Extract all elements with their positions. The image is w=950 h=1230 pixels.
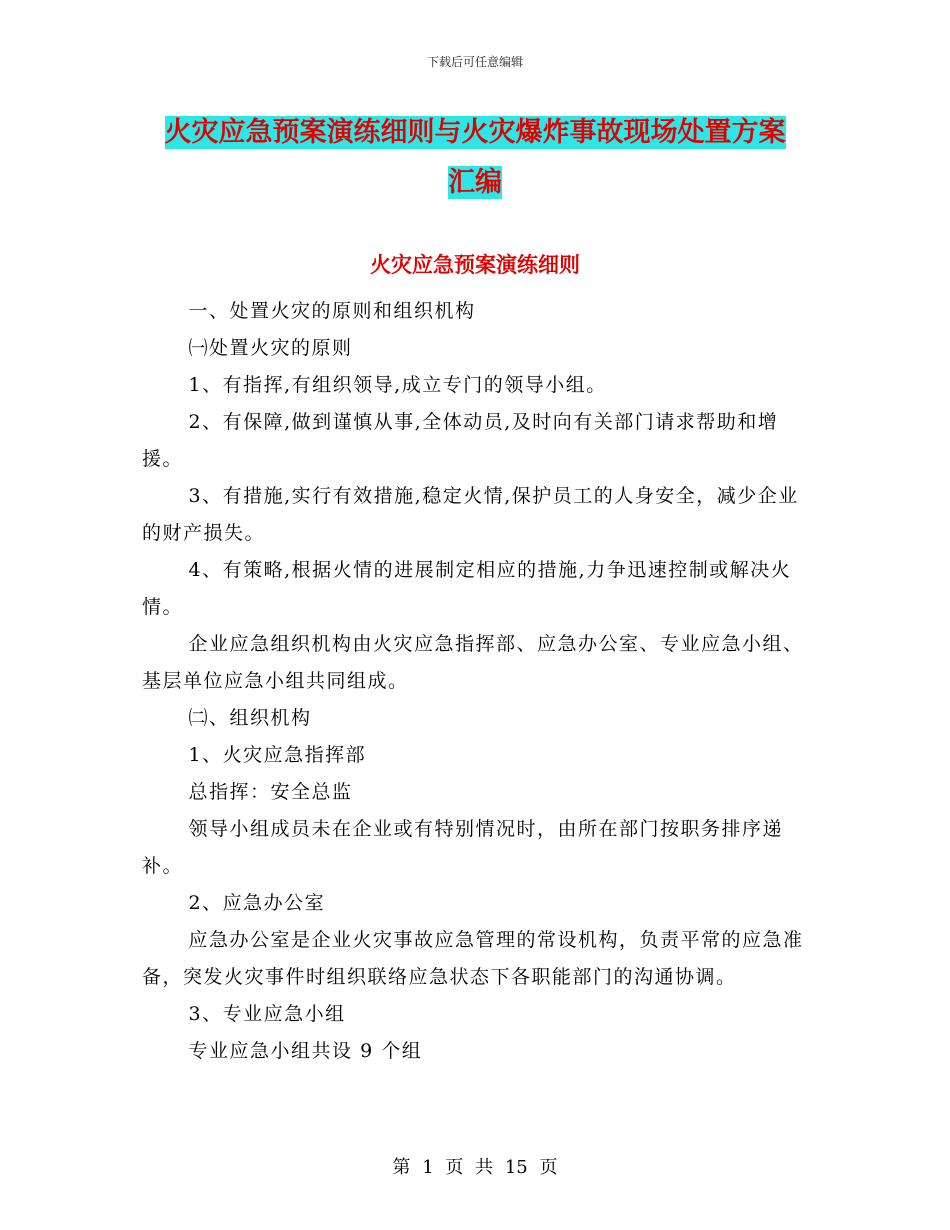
- heading-principles-and-organization: 一、处置火灾的原则和组织机构: [188, 300, 476, 322]
- org-item-specialist-teams: 3、专业应急小组: [188, 1003, 346, 1025]
- title-line-1: 火灾应急预案演练细则与火灾爆炸事故现场处置方案: [164, 117, 786, 148]
- organization-overview: 企业应急组织机构由火灾应急指挥部、应急办公室、专业应急小组、基层单位应急小组共同组成。: [142, 633, 804, 692]
- org-item-emergency-office: 2、应急办公室: [188, 892, 326, 914]
- subheading-principles: ㈠处置火灾的原则: [188, 337, 353, 359]
- principle-item-2: 2、有保障,做到谨慎从事,全体动员,及时向有关部门请求帮助和增援。: [142, 411, 779, 470]
- principle-item-1: 1、有指挥,有组织领导,成立专门的领导小组。: [188, 374, 607, 396]
- document-title: [0, 108, 950, 208]
- succession-text: 领导小组成员未在企业或有特别情况时，由所在部门按职务排序递补。: [142, 818, 784, 877]
- section-title: 火灾应急预案演练细则: [370, 252, 580, 277]
- subheading-organization: ㈡、组织机构: [188, 707, 312, 729]
- principle-item-4: 4、有策略,根据火情的进展制定相应的措施,力争迅速控制或解决火情。: [142, 559, 792, 618]
- header-note: 下载后可任意编辑: [426, 55, 523, 69]
- document-body: [142, 293, 810, 1070]
- title-line-2: 汇编: [448, 167, 502, 198]
- page-number-footer: 第 1 页 共 15 页: [392, 1157, 558, 1178]
- org-item-command-center: 1、火灾应急指挥部: [188, 744, 367, 766]
- emergency-office-description: 应急办公室是企业火灾事故应急管理的常设机构，负责平常的应急准备，突发火灾事件时组织联络应急状态下各职能部门的沟通协调。: [142, 929, 804, 988]
- commander-text: 总指挥：安全总监: [188, 781, 353, 803]
- principle-item-3: 3、有措施,实行有效措施,稳定火情,保护员工的人身安全，减少企业的财产损失。: [142, 485, 799, 544]
- specialist-teams-count: 专业应急小组共设 9 个组: [188, 1040, 423, 1062]
